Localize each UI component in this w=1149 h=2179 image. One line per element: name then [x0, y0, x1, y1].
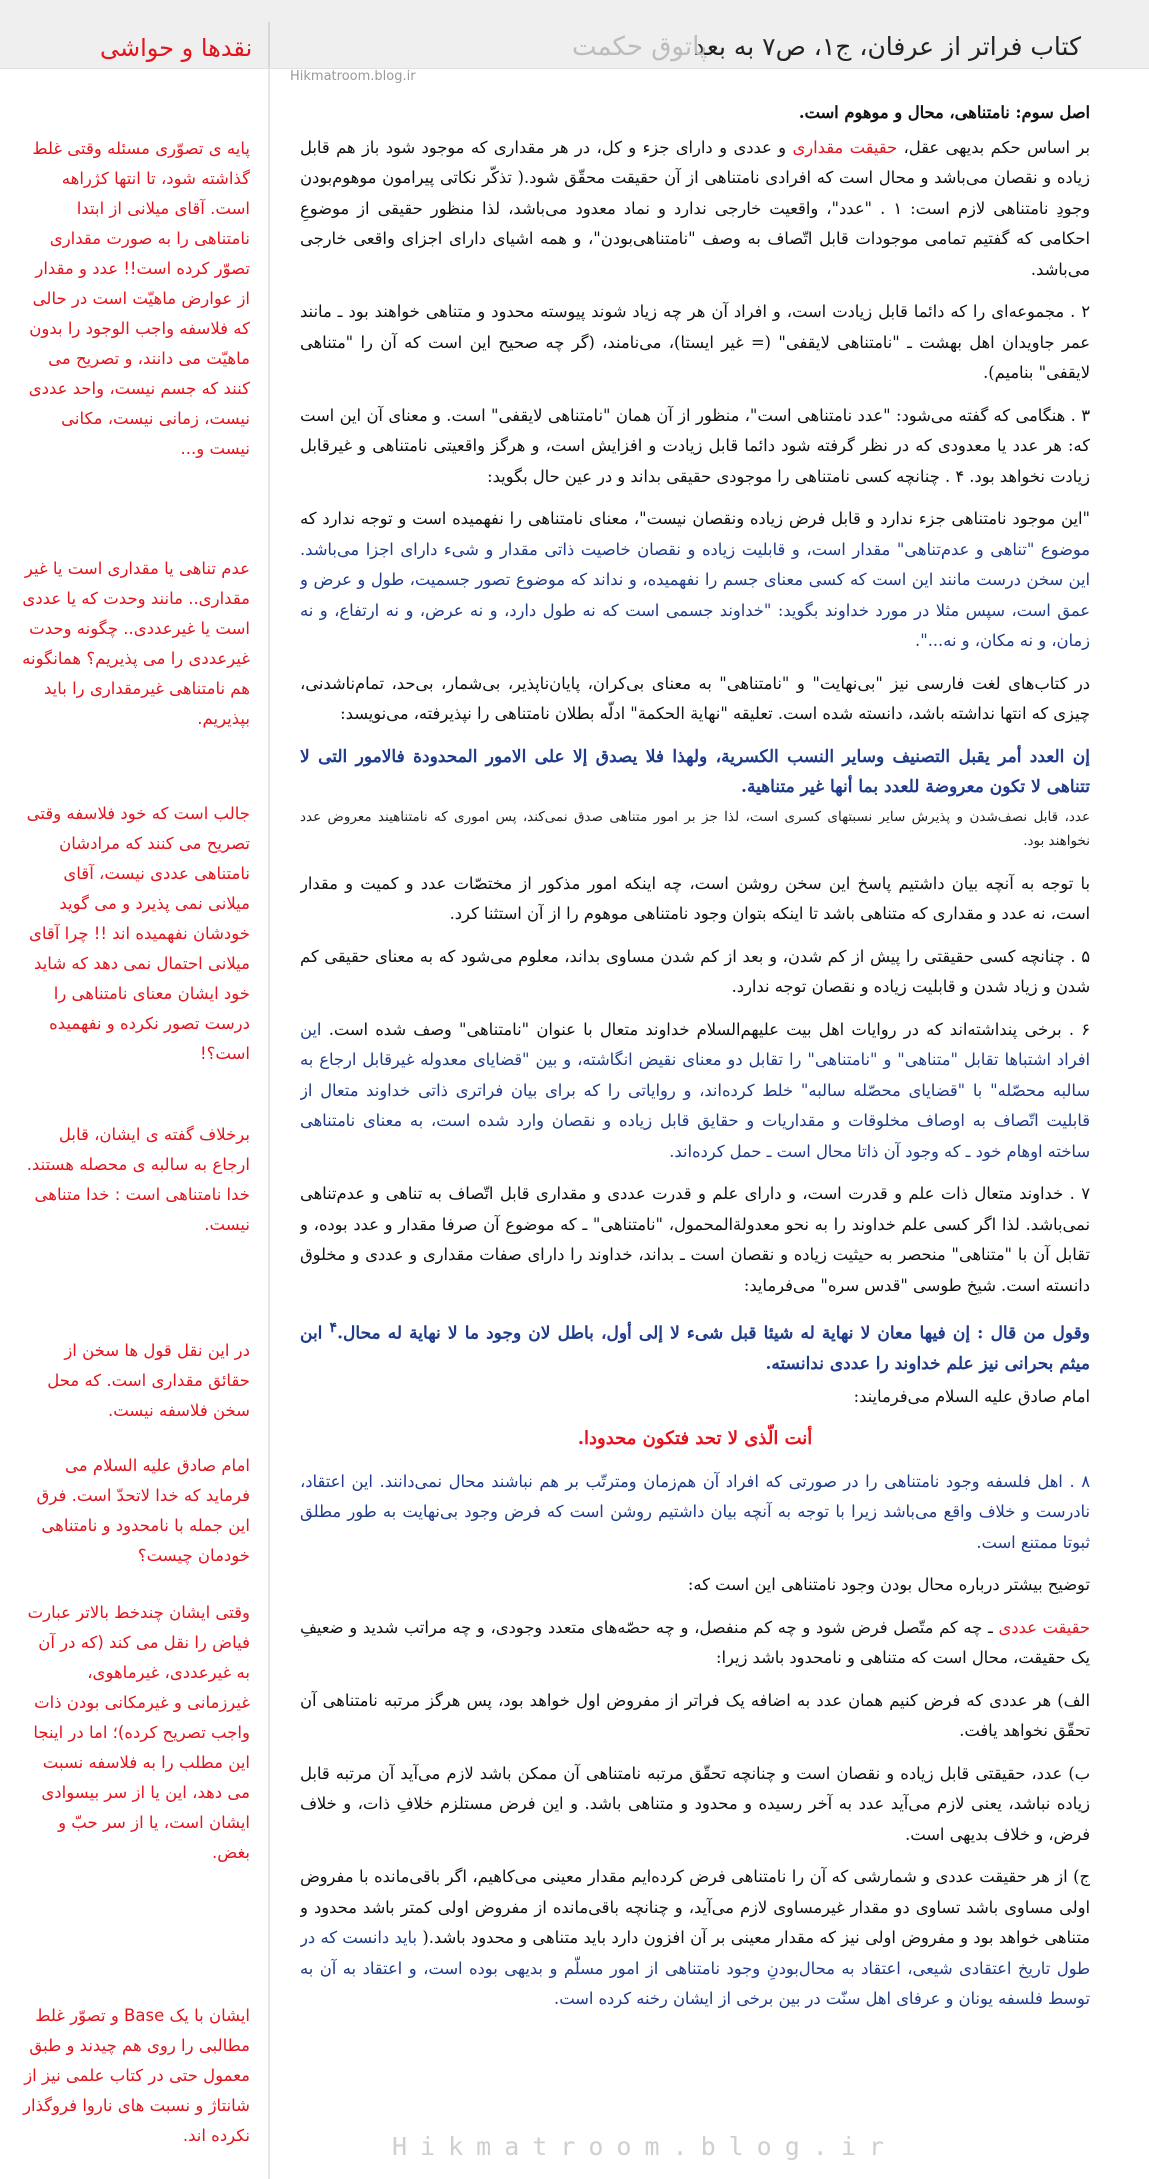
paragraph: ۲ . مجموعه‌ای را که دائما قابل زیادت است، و افراد آن هر چه زیاد شوند پیوسته محدود و متناهی خواهند بود ـ مانند عمر جاویدان اهل بهشت ـ "نامتناهی لایقفی" (= غیر ایستا)، می‌نامند، (گر چه صحیح این است که آن را "متناهی لایقفی" بنامیم). — [300, 302, 1090, 382]
hadith-quote: أنت الّذی لا تحد فتکون محدودا. — [577, 1428, 813, 1450]
page-header — [0, 0, 1149, 69]
main-text-column — [300, 98, 1090, 2128]
paragraph: الف) هر عددی که فرض کنیم همان عدد به اضافه یک فراتر از مفروض اول خواهد بود، پس هرگز مرتبه نامتناهی آن تحقّق نخواهد یافت. — [300, 1690, 1090, 1741]
margin-note: برخلاف گفته ی ایشان، قابل ارجاع به سالبه ی محصله هستند. خدا نامتناهی است : خدا متناهی نیست. — [26, 1125, 250, 1234]
margin-note: امام صادق علیه السلام می فرماید که خدا لاتحدّ است. فرق این جمله با نامحدود و نامتناهی خودمان چیست؟ — [36, 1456, 250, 1565]
margin-note: در این نقل قول ها سخن از حقائق مقداری است. که محل سخن فلاسفه نیست. — [47, 1341, 250, 1420]
paragraph: ۸ . اهل فلسفه وجود نامتناهی را در صورتی که افراد آن هم‌زمان ومترتّب بر هم نباشند محال نمی‌دانند. این اعتقاد، نادرست و خلاف واقع می‌باشد زیرا با توجه به آنچه بیان داشتیم روشن است که فرض وجود بی‌نهایت به طور مطلق ثبوتا ممتنع است. — [300, 1471, 1090, 1552]
margin-note: عدم تناهی یا مقداری است یا غیر مقداری.. مانند وحدت که یا عددی است یا غیرعددی.. چگونه وحدت غیرعددی را می پذیریم؟ همانگونه هم نامتناهی غیرمقداری را باید بپذیریم. — [22, 559, 250, 728]
paragraph: توضیح بیشتر درباره محال بودن وجود نامتناهی این است که: — [687, 1575, 1090, 1595]
paragraph: "این موجود نامتناهی جزء ندارد و قابل فرض زیاده ونقصان نیست"، معنای نامتناهی را نفهمیده است و توجه ندارد که موضوع "تناهی و عدم‌تناهی" مقدار است، و قابلیت زیاده و نقصان خاصیت ذاتی مقدار و شیء دارای اجزا می‌باشد. این سخن درست مانند این است که کسی معنای جسم را نفهمیده، و نداند که موضوع تصور جسمیت، طول و عرض و عمق است، سپس مثلا در مورد خداوند بگوید: "خداوند جسمی است که نه طول دارد، و نه عرض، و نه ارتفاع، و نه زمان، و نه مکان، و نه...". — [300, 509, 1090, 650]
section-heading: اصل سوم: نامتناهی، محال و موهوم است. — [798, 103, 1090, 122]
paragraph: ۵ . چنانچه کسی حقیقتی را پیش از کم شدن، و بعد از کم شدن مساوی بداند، معلوم می‌شود که به معنای حقیقی کم شدن و زیاد شدن و قابلیت زیاده و نقصان توجه ندارد. — [300, 946, 1090, 996]
site-title: پاتوق حکمت — [572, 32, 708, 62]
notes-title: نقدها و حواشی — [100, 34, 253, 62]
margin-note: پایه ی تصوّری مسئله وقتی غلط گذاشته شود، تا انتها کژراهه است. آقای میلانی از ابتدا نامتناهی را به صورت مقداری تصوّر کرده است!! عدد و مقدار از عوارض ماهیّت است در حالی که فلاسفه واجب الوجود را بدون ماهیّت می دانند، و تصریح می کنند که جسم نیست، واحد عددی نیست، زمانی نیست، مکانی نیست و... — [28, 139, 250, 458]
margin-note: وقتی ایشان چندخط بالاتر عبارت فیاض را نقل می کند (که در آن به غیرعددی، غیرماهوی، غیرزمانی و غیرمکانی بودن ذات واجب تصریح کرده)؛ اما در اینجا این مطلب را به فلاسفه نسبت می دهد، این یا از سر بیسوادی ایشان است، یا از سر حبّ و بغض. — [27, 1603, 250, 1862]
paragraph: ۶ . برخی پنداشته‌اند که در روایات اهل بیت علیهم‌السلام خداوند متعال با عنوان "نامتناهی" وصف شده است. این افراد اشتباها تقابل "متناهی" و "نامتناهی" را تقابل دو معنای نقیض انگاشته، و بین "قضایای معدوله غیرقابل ارجاع به سالبه محصّله" با "قضایای محصّله سالبه" خلط کرده‌اند، و روایاتی را که برای بیان فراتری ذاتی خداوند متعال از قابلیت اتّصاف به اوصاف مخلوقات و مقداریات و حقایق قابل زیاده و نقصان وارد شده است، به معنای نامتناهی ساخته اوهام خود ـ که وجود آن ذاتا محال است ـ حمل کرده‌اند. — [300, 1019, 1090, 1161]
paragraph: حقیقت عددی ـ چه کم متّصل فرض شود و چه کم منفصل، و چه حصّه‌های متعدد وجودی، و چه مراتب شدید و ضعیفِ یک حقیقت، محال است که متناهی و نامحدود باشد زیرا: — [300, 1617, 1090, 1668]
margin-note: جالب است که خود فلاسفه وقتی تصریح می کنند که مرادشان نامتناهی عددی نیست، آقای میلانی نمی پذیرد و می گوید خودشان نفهمیده اند !! چرا آقای میلانی احتمال نمی دهد که شاید خود ایشان معنای نامتناهی را درست تصور نکرده و نفهمیده است؟! — [26, 804, 250, 1063]
header-divider — [268, 22, 270, 68]
site-url: Hikmatroom.blog.ir — [290, 69, 416, 84]
paragraph: در کتاب‌های لغت فارسی نیز "بی‌نهایت" و "نامتناهی" به معنای بی‌کران، پایان‌ناپذیر، بی‌شمار، بی‌حد، تمام‌ناشدنی، چیزی که انتها نداشته باشد، دانسته شده است. تعلیقه "نهایة الحکمة" ادلّه بطلان نامتناهی را نپذیرفته، می‌نویسد: — [300, 673, 1090, 723]
translation: عدد، قابل نصف‌شدن و پذیرش سایر نسبتهای کسری است، لذا جز بر امور متناهی صدق نمی‌کند، پس اموری که نامتناهیند معروض عدد نخواهند بود. — [300, 808, 1090, 849]
book-title: کتاب فراتر از عرفان، ج۱، ص۷ به بعد — [693, 32, 1081, 61]
margin-note: ایشان با یک Base و تصوّر غلط مطالبی را روی هم چیدند و طبق معمول حتی در کتاب علمی نیز از شانتاژ و نسبت های ناروا فروگذار نکرده اند. — [23, 2006, 250, 2145]
paragraph: با توجه به آنچه بیان داشتیم پاسخ این سخن روشن است، چه اینکه امور مذکور از مختصّات عدد و کمیت و مقدار است، نه عدد و مقداری که متناهی باشد تا اینکه بتوان وجود نامتناهی موهوم را از آن استثنا کرد. — [300, 873, 1090, 923]
footer-watermark: Hikmatroom.blog.ir — [392, 2132, 897, 2161]
arabic-quote: إن العدد أمر یقبل التصنیف وسایر النسب الکسریة، ولهذا فلا یصدق إلا علی الامور المحدودة فالامور التی لا تتناهی لا تکون معروضة للعدد بما أنها غیر متناهیة. — [300, 746, 1090, 797]
paragraph: ج) از هر حقیقت عددی و شمارشی که آن را نامتناهی فرض کرده‌ایم مقدار معینی می‌کاهیم، اگر باقی‌مانده با مفروض اولی مساوی باشد تساوی دو مقدار غیرمساوی لازم می‌آید، و چنانچه باقی‌مانده از مفروض اولی کمتر باشد محدود و متناهی خواهد بود و مفروض اولی نیز که مقدار معینی بر آن افزون دارد باید متناهی و محدود باشد.( باید دانست که در طول تاریخ اعتقادی شیعی، اعتقاد به محال‌بودنِ وجود نامتناهی از امور مسلّم و بدیهی بوده است، و اعتقاد به آن به توسط فلسفه یونان و عرفای اهل سنّت در بین برخی از ایشان رخنه کرده است. — [300, 1867, 1090, 2009]
paragraph: ۳ . هنگامی که گفته می‌شود: "عدد نامتناهی است"، منظور از آن همان "نامتناهی لایقفی" است. و معنای آن این است که: هر عدد یا معدودی که در نظر گرفته شود دائما قابل زیادت و افزایش است، و هرگز واقعیتی نامتناهی و غیرقابل زیادت نخواهد بود. ۴ . چنانچه کسی نامتناهی را موجودی حقیقی بداند و در عین حال بگوید: — [300, 405, 1090, 486]
column-divider — [268, 68, 270, 2179]
paragraph: ۷ . خداوند متعال ذات علم و قدرت است، و دارای علم و قدرت عددی و مقداری قابل اتّصاف به تناهی و عدم‌تناهی نمی‌باشد. لذا اگر کسی علم خداوند را به نحو معدولة‌المحمول، "نامتناهی" ـ که موضوع آن صرفا مقدار و عدد بوده، و تقابل آن با "متناهی" منحصر به حیثیت زیاده و نقصان است ـ بداند، خداوند را دارای صفات مقداری و عددی و مخلوق دانسته است. شیخ طوسی "قدس سره" می‌فرماید: — [300, 1184, 1090, 1295]
paragraph: ب) عدد، حقیقتی قابل زیاده و نقصان است و چنانچه تحقّق مرتبه نامتناهی آن ممکن باشد لازم می‌آید آن مرتبه قابل زیاده نباشد، یعنی لازم می‌آید عدد به آخر رسیده و محدود و متناهی باشد. و این فرض مستلزم خلافِ ذات، و خلاف فرض، و خلاف بدیهی است. — [300, 1763, 1090, 1844]
paragraph: بر اساس حکم بدیهی عقل، حقیقت مقداری و عددی و دارای جزء و کل، در هر مقداری که موجود شود باز هم قابل زیاده و نقصان می‌باشد و محال است که افرادی نامتناهی از آن حقیقت محقّق شود.( تذکّر نکاتی پیرامون موهوم‌بودن وجودِ نامتناهی لازم است: ۱ . "عدد"، واقعیت خارجی ندارد و نماد معدود می‌باشد، لذا منظور حقیقی از موضوعِ احکامی که گفتیم تمامی موجودات قابل اتّصاف به وصف "نامتناهی‌بودن"، و همه اشیای دارای اجزای واقعی خارجی می‌باشد. — [300, 137, 1090, 279]
arabic-quote: وقول من قال : إن فیها معان لا نهایة له شیئا قبل شیء لا إلی أول، باطل لان وجود ما لا نهایة له محال.$^۴$ ابن میثم بحرانی نیز علم خداوند را عددی ندانسته. — [300, 1320, 1090, 1375]
paragraph: امام صادق علیه السلام می‌فرمایند: — [853, 1386, 1090, 1406]
